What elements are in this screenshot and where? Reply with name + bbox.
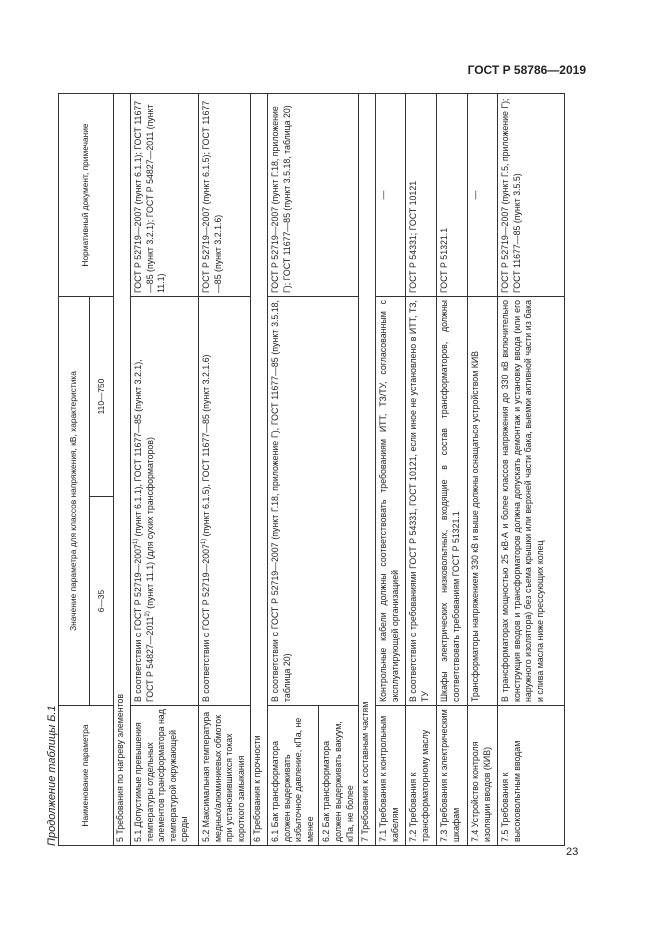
row-6-1-name: 6.1 Бак трансформатора должен выдерживать избыточное давление, кПа, не менее (268, 706, 319, 846)
table-row (268, 94, 319, 846)
row-7-1-value: Контрольные кабели должны соответствовать требованиям ИТТ, ТЗ/ТУ, согласованным с эксплуатирующей организацией (376, 297, 406, 706)
page-number: 23 (566, 846, 579, 858)
table-row (498, 94, 565, 846)
rotated-table-block (58, 94, 546, 846)
standard-number: ГОСТ Р 58786—2019 (467, 63, 586, 77)
table-row (131, 94, 199, 846)
col-header-values: Значение параметра для классов напряжения, кВ, характеристика (59, 297, 90, 706)
table-row (376, 94, 406, 846)
row-7-4-name: 7.4 Устройство контроля изоляции вводов (КИВ) (468, 706, 498, 846)
row-6-document: ГОСТ Р 52719—2007 (пункт Г.18, приложение Г); ГОСТ 11677—85 (пункт 3.5.18, таблица 20) (268, 94, 359, 297)
col-header-110-750: 110—750 (90, 297, 114, 497)
row-7-5-value: В трансформаторах мощностью 25 кВ·А и более классов напряжения до 330 кВ включительно конструкция вводов и трансформаторов должна допускать демонтаж и установку ввода (или его наружного изолятора) без съема крышки или верхней части бака, выемки активной части из бака и слива масла ниже прессующих колец (498, 297, 565, 706)
section-6-heading: 6 Требования к прочности (251, 94, 268, 846)
table-row (437, 94, 468, 846)
row-7-2-name: 7.2 Требования к трансформаторному маслу (406, 706, 437, 846)
col-header-document: Нормативный документ, примечание (59, 94, 114, 297)
section-7-heading: 7 Требования к составным частям (359, 94, 376, 846)
row-7-1-document: — (376, 94, 406, 297)
col-header-name: Наименование параметра (59, 706, 114, 846)
row-5-2-document: ГОСТ Р 52719—2007 (пункт 6.1.5); ГОСТ 11677—85 (пункт 3.2.1.6) (199, 94, 251, 297)
row-7-5-document: ГОСТ Р 52719—2007 (пункт Г.5, приложение Г); ГОСТ 11677—85 (пункт 3.5.5) (498, 94, 565, 297)
row-7-3-name: 7.3 Требования к электрическим шкафам (437, 706, 468, 846)
col-header-6-35: 6—35 (90, 497, 114, 706)
row-5-1-name: 5.1 Допустимые превышения температуры отдельных элементов трансформатора над температурой окружающей среды (131, 706, 199, 846)
row-7-2-document: ГОСТ Р 54331; ГОСТ 10121 (406, 94, 437, 297)
row-6-2-name: 6.2 Бак трансформатора должен выдерживать вакуум, кПа, не более (319, 706, 359, 846)
table-row (199, 94, 251, 846)
row-5-1-document: ГОСТ Р 52719—2007 (пункт 6.1.1); ГОСТ 11677—85 (пункт 3.2.1); ГОСТ Р 54827—2011 (пункт 11.1) (131, 94, 199, 297)
row-7-1-name: 7.1 Требования к контрольным кабелям (376, 706, 406, 846)
table-row (406, 94, 437, 846)
row-7-3-value: Шкафы электрических низковольтных, входящие в состав трансформаторов, должны соответствовать требованиям ГОСТ Р 51321.1 (437, 297, 468, 706)
row-7-4-document: — (468, 94, 498, 297)
row-5-1-value: В соответствии с ГОСТ Р 52719—2007$^{1)}$ (пункт 6.1.1), ГОСТ 11677—85 (пункт 3.2.1), ГОСТ Р 54827—2011$^{2)}$ (пункт 11.1) (для сухих трансформаторов) (131, 297, 199, 706)
row-5-2-value: В соответствии с ГОСТ Р 52719—2007$^{1)}$ (пункт 6.1.5), ГОСТ 11677—85 (пункт 3.2.1.6) (199, 297, 251, 706)
row-7-2-value: В соответствии с требованиями ГОСТ Р 54331, ГОСТ 10121, если иное не установлено в ИТТ, ТЗ, ТУ (406, 297, 437, 706)
row-7-4-value: Трансформаторы напряжением 330 кВ и выше должны оснащаться устройством КИВ (468, 297, 498, 706)
requirements-table (58, 93, 565, 846)
section-5-heading: 5 Требования по нагреву элементов (114, 94, 131, 846)
table-row (468, 94, 498, 846)
row-5-2-name: 5.2 Максимальная температура медных/алюминиевых обмоток при установившихся токах короткого замыкания (199, 706, 251, 846)
row-6-value: В соответствии с ГОСТ Р 52719—2007 (пункт Г.18, приложение Г), ГОСТ 11677—85 (пункт 3.5.18, таблица 20) (268, 297, 359, 706)
table-caption: Продолжение таблицы Б.1 (46, 705, 58, 846)
row-7-3-document: ГОСТ Р 51321.1 (437, 94, 468, 297)
row-7-5-name: 7.5 Требования к высоковольтным вводам (498, 706, 565, 846)
